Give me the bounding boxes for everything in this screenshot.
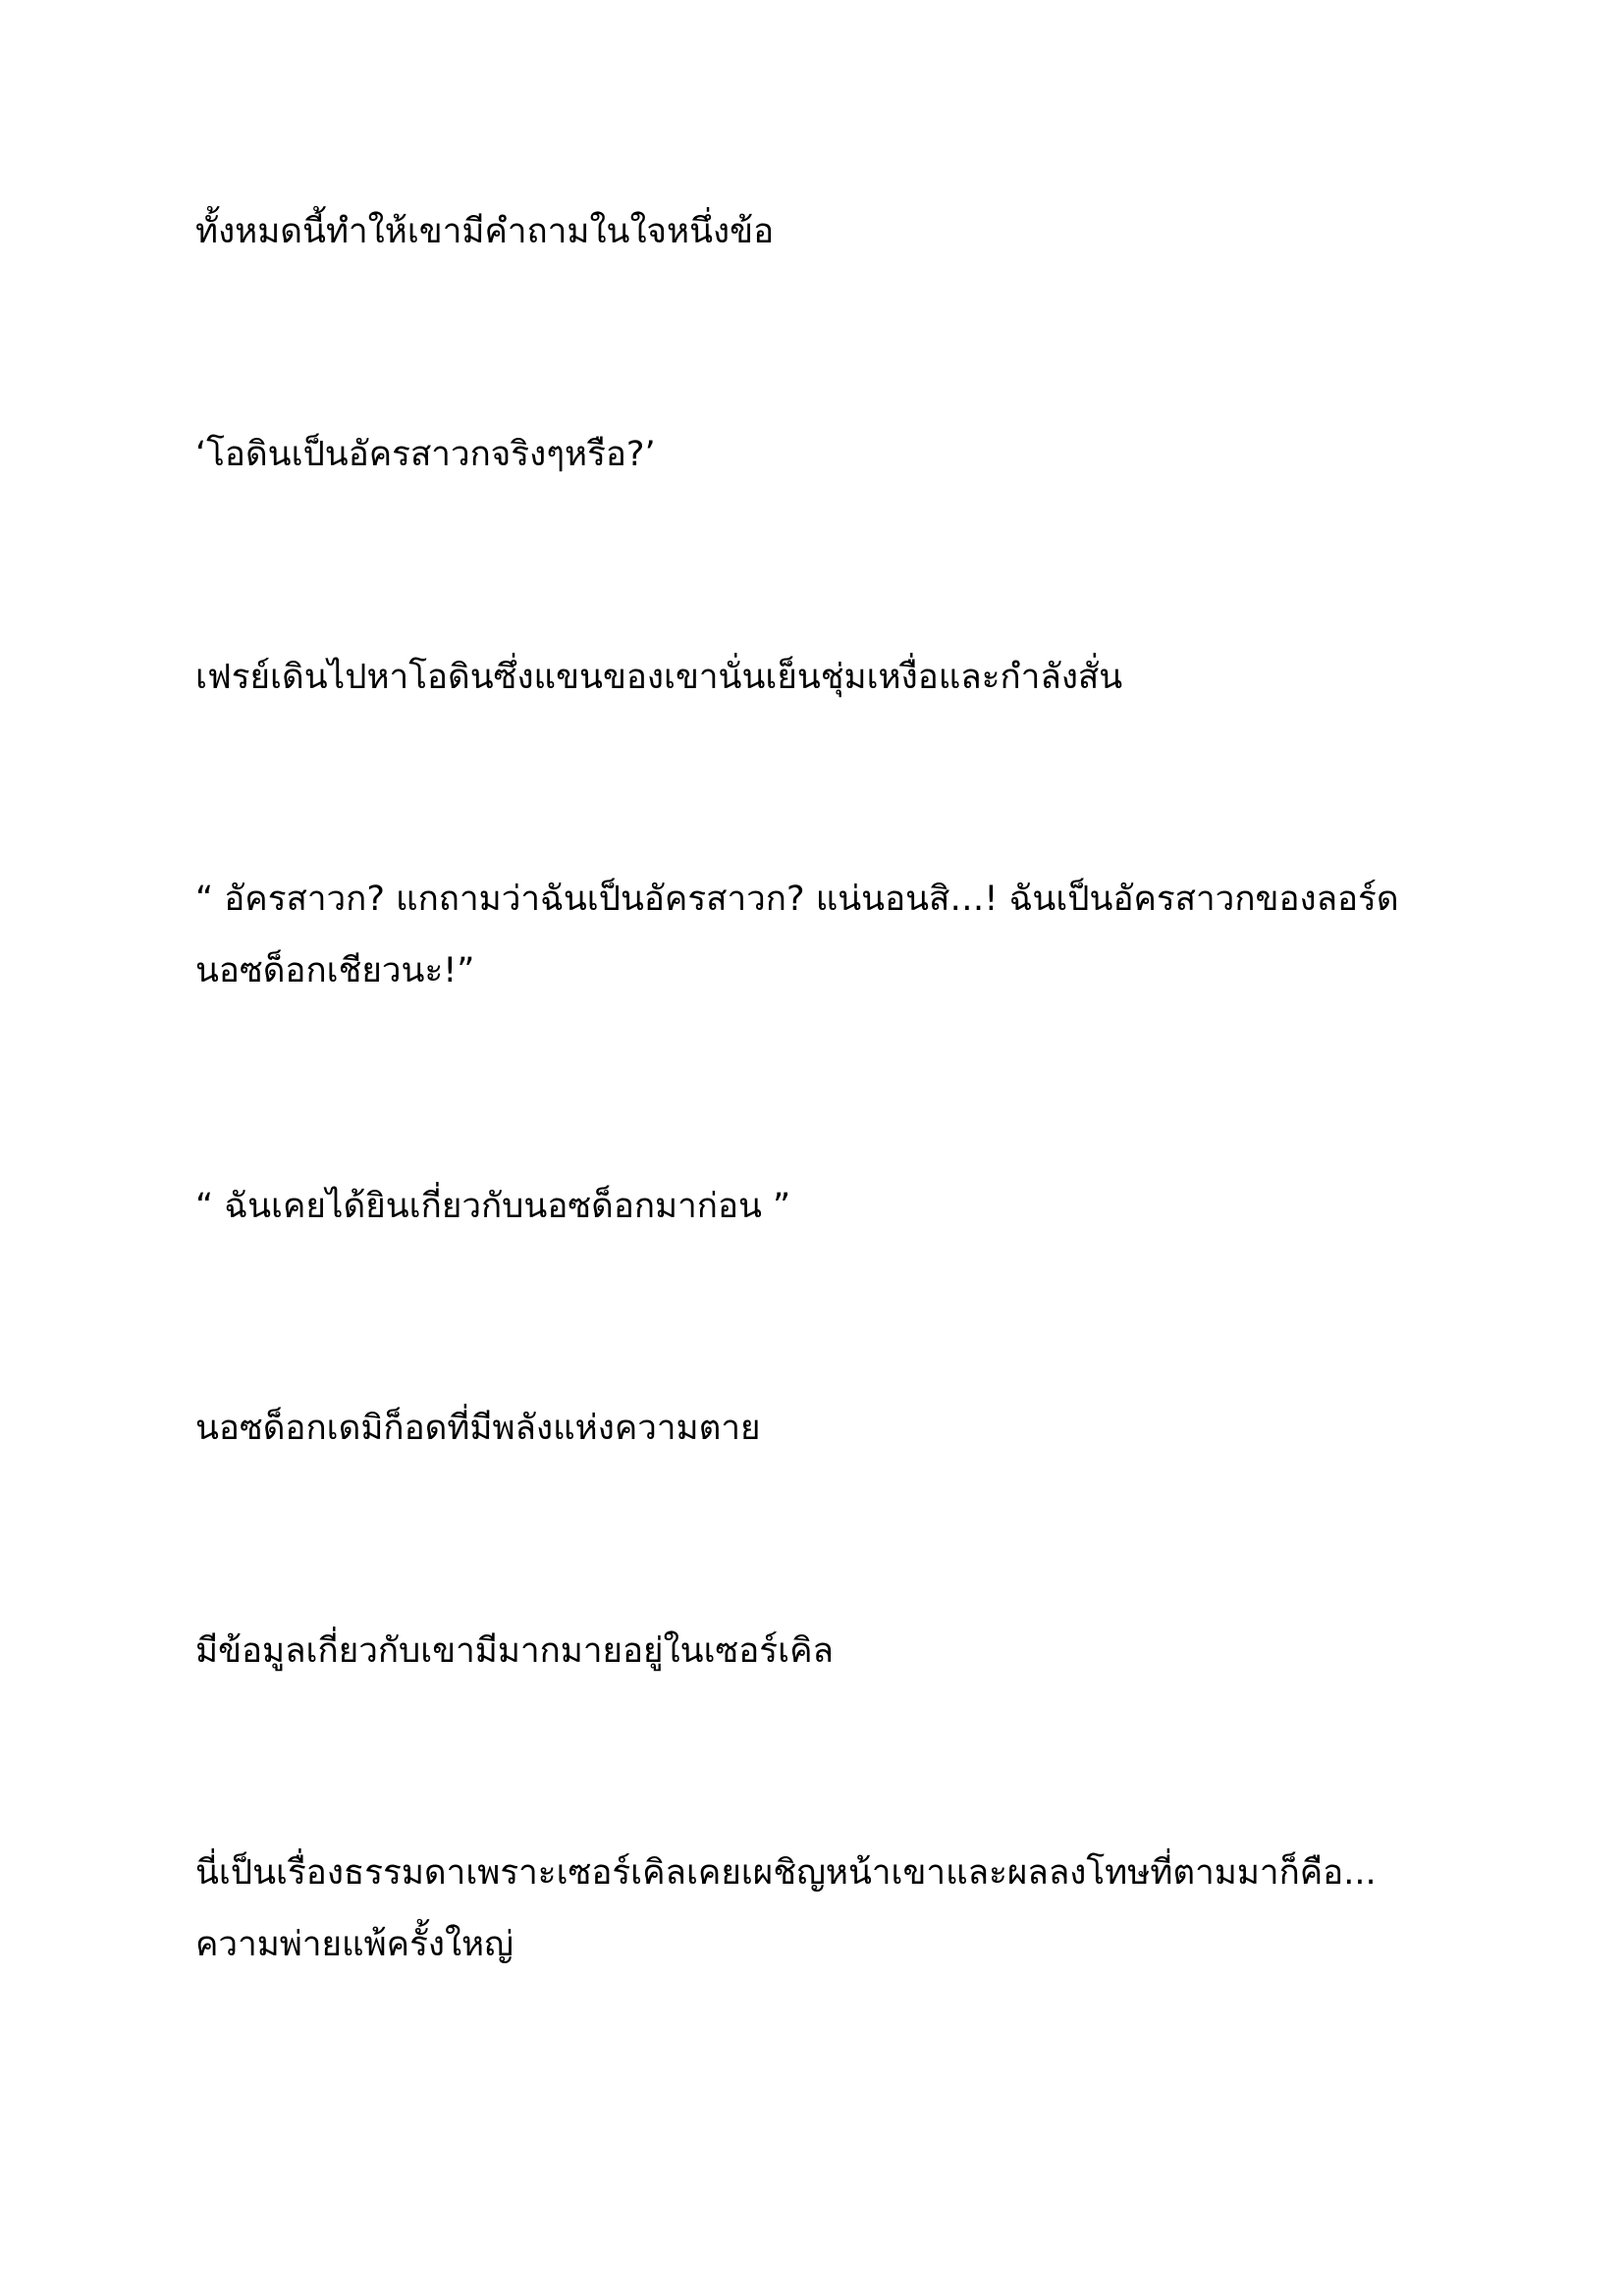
paragraph-3: เฟรย์เดินไปหาโอดินซึ่งแขนของเขานั่นเย็นชุ่มเหงื่อและกำลังสั่น: [195, 658, 1123, 697]
paragraph-8: นี่เป็นเรื่องธรรมดาเพราะเซอร์เคิลเคยเผชิญหน้าเขาและผลลงโทษที่ตามมาก็คือ... ความพ่ายแพ้ครั้งใหญ่: [195, 1853, 1387, 1964]
paragraph-5: “ ฉันเคยได้ยินเกี่ยวกับนอซด็อกมาก่อน ”: [195, 1187, 791, 1226]
paragraph-1: ทั้งหมดนี้ทำให้เขามีคำถามในใจหนึ่งข้อ: [195, 212, 775, 251]
paragraph-6: นอซด็อกเดมิก็อดที่มีพลังแห่งความตาย: [195, 1409, 761, 1448]
paragraph-2: ‘โอดินเป็นอัครสาวกจริงๆหรือ?’: [195, 435, 656, 474]
paragraph-7: มีข้อมูลเกี่ยวกับเขามีมากมายอยู่ในเซอร์เคิล: [195, 1631, 834, 1671]
paragraph-4: “ อัครสาวก? แกถามว่าฉันเป็นอัครสาวก? แน่นอนสิ…! ฉันเป็นอัครสาวกของลอร์ด นอซด็อกเชียวนะ!”: [195, 880, 1410, 990]
